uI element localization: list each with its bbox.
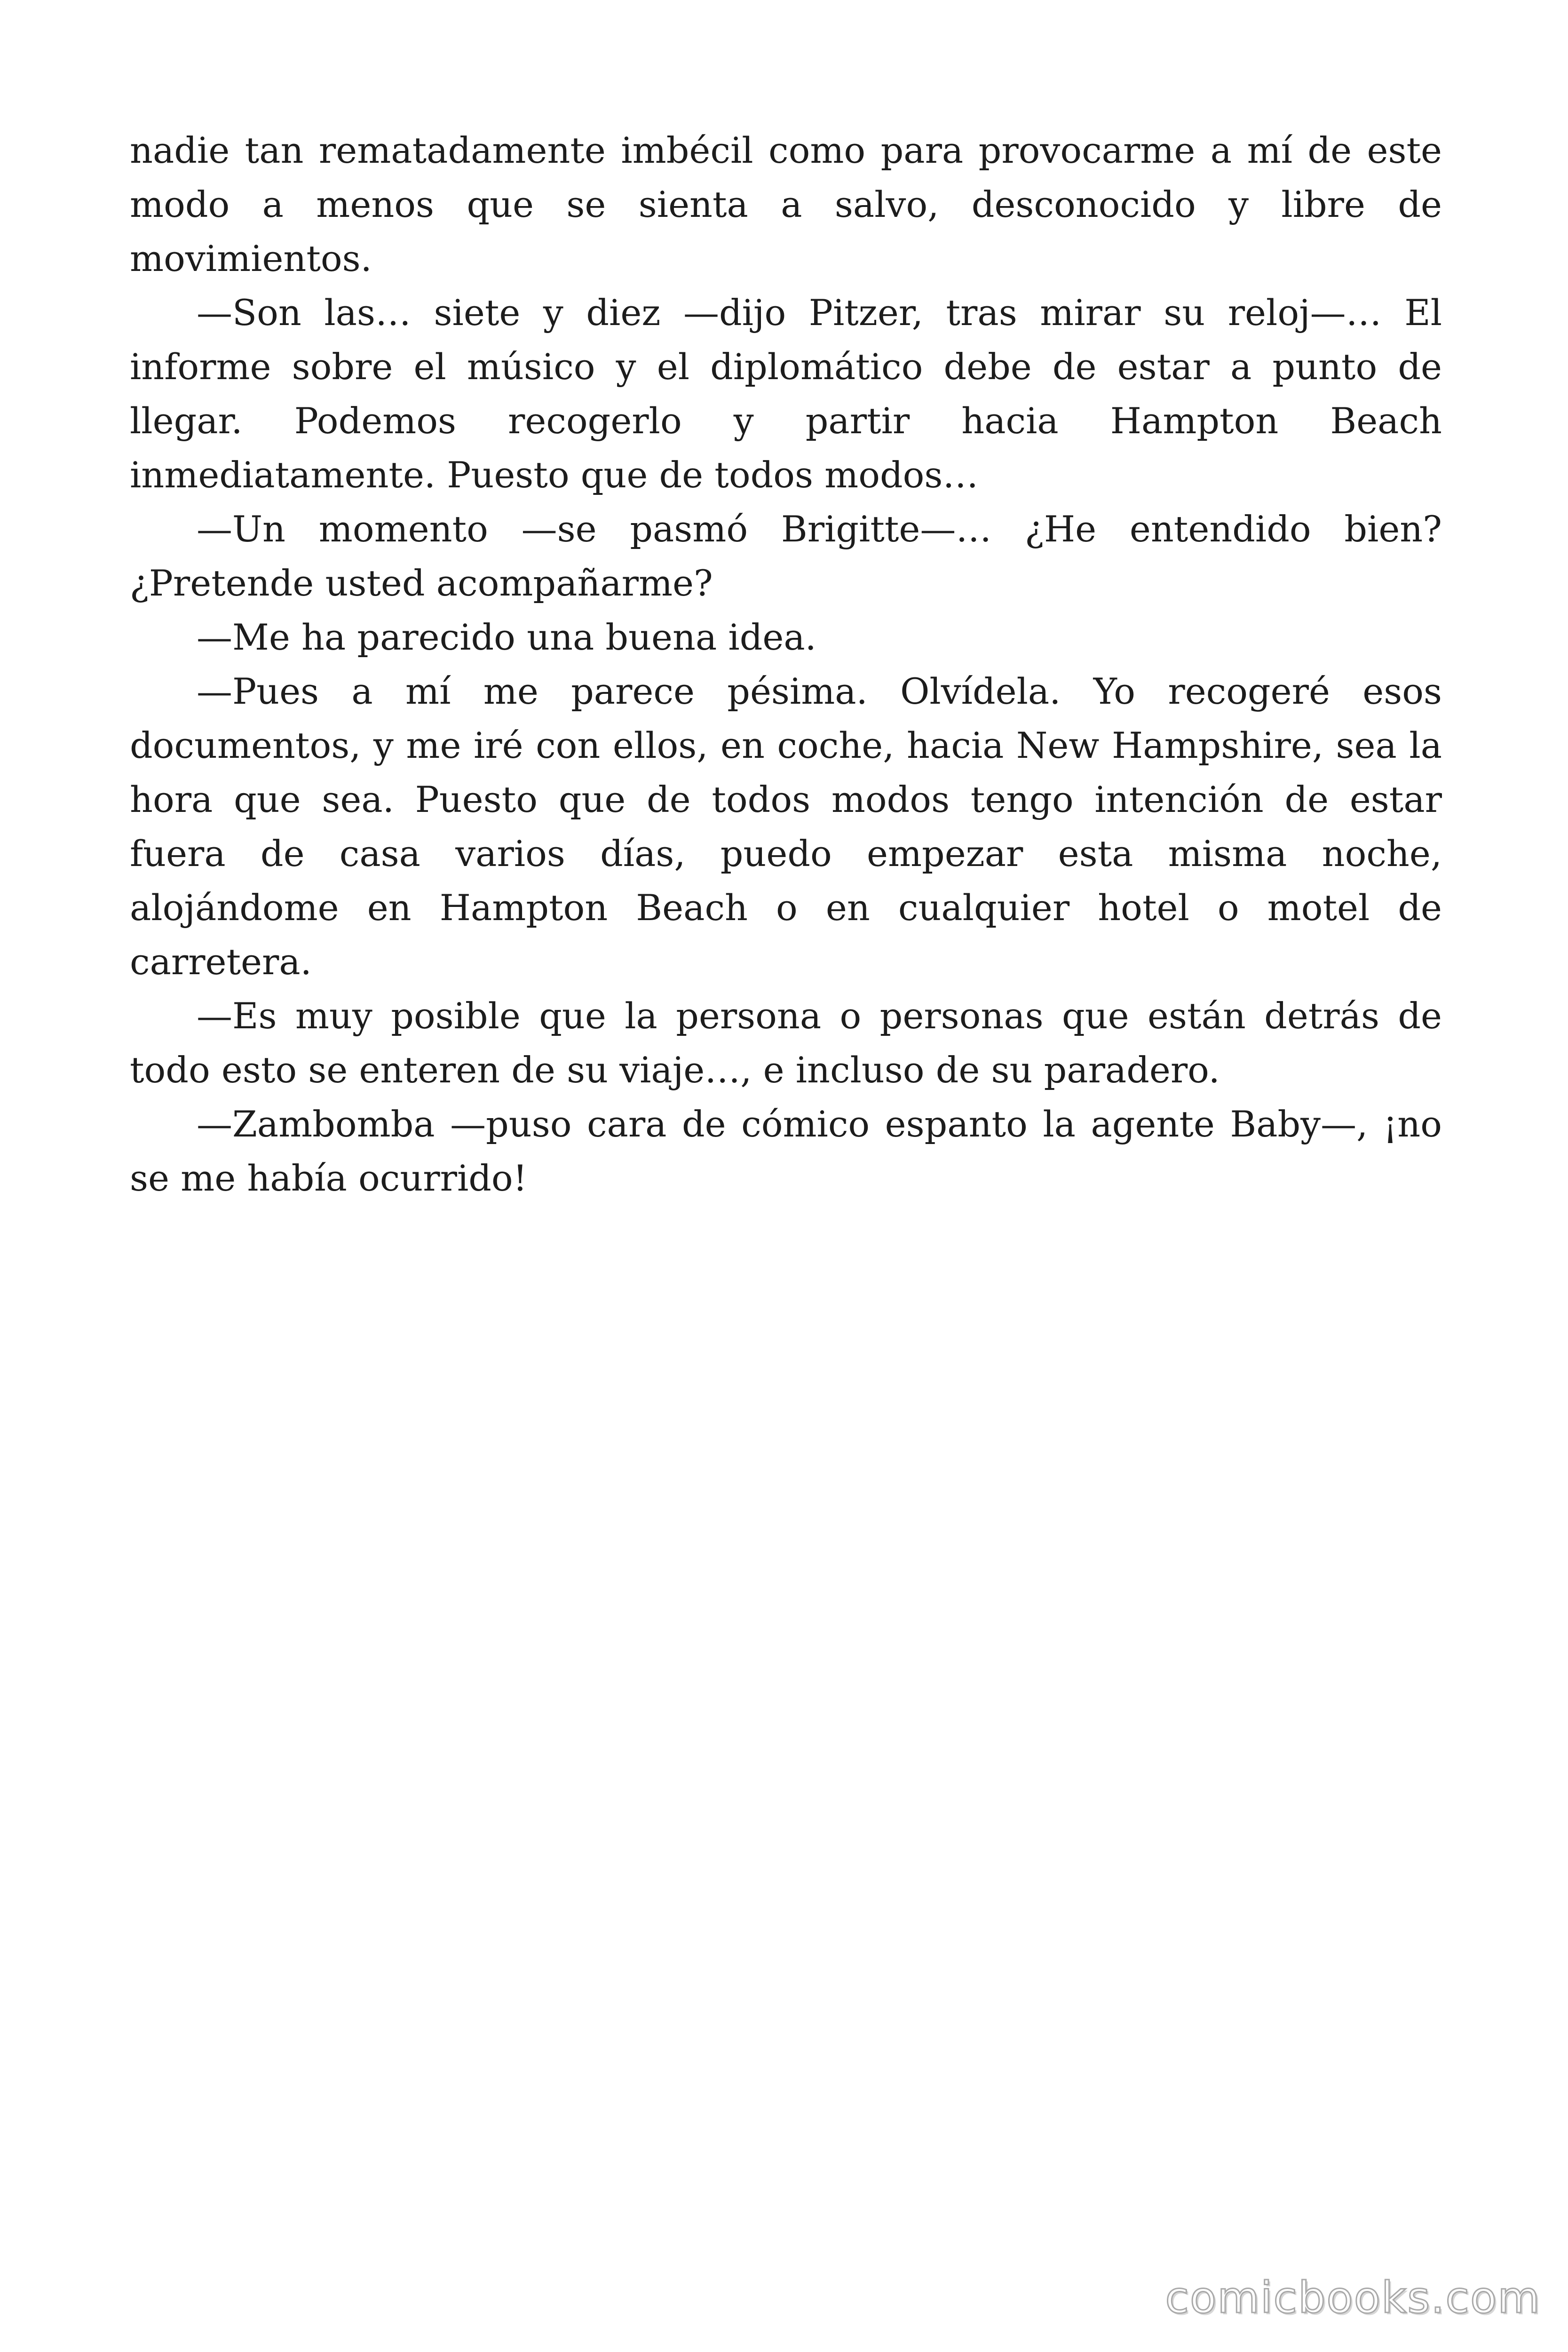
site-watermark: comicbooks.com xyxy=(1165,2273,1541,2323)
body-text xyxy=(130,123,1442,1205)
paragraph-dialogue: —Me ha parecido una buena idea. xyxy=(197,616,816,658)
paragraph-continuation: nadie tan rematadamente imbécil como para provocarme a mí de este modo a menos que se sienta a salvo, desconocido y libre de movimientos. xyxy=(130,129,1442,279)
paragraph-dialogue: —Es muy posible que la persona o personas que están detrás de todo esto se enteren de su viaje…, e incluso de su paradero. xyxy=(130,995,1442,1091)
paragraph-dialogue: —Son las… siete y diez —dijo Pitzer, tras mirar su reloj—… El informe sobre el músico y el diplomático debe de estar a punto de llegar. Podemos recogerlo y partir hacia Hampton Beach inmediatamente. Puesto que de todos modos… xyxy=(130,292,1442,496)
paragraph-dialogue: —Un momento —se pasmó Brigitte—… ¿He entendido bien? ¿Pretende usted acompañarme? xyxy=(130,508,1442,604)
paragraph-dialogue: —Zambomba —puso cara de cómico espanto la agente Baby—, ¡no se me había ocurrido! xyxy=(130,1103,1442,1199)
paragraph-dialogue: —Pues a mí me parece pésima. Olvídela. Yo recogeré esos documentos, y me iré con ellos, en coche, hacia New Hampshire, sea la hora que sea. Puesto que de todos modos tengo intención de estar fuera de casa varios días, puedo empezar esta misma noche, alojándome en Hampton Beach o en cualquier hotel o motel de carretera. xyxy=(130,670,1442,983)
